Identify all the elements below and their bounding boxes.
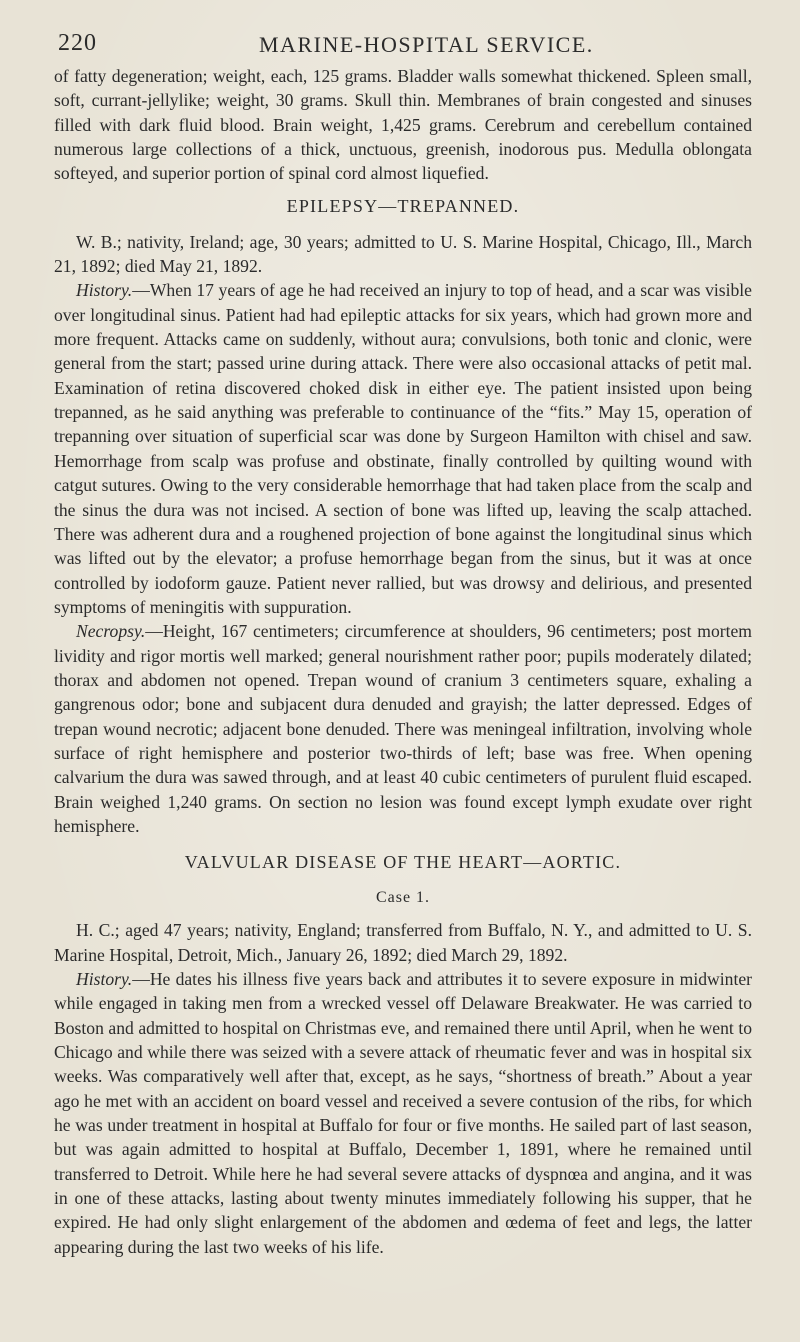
- case-intro-paragraph: W. B.; nativity, Ireland; age, 30 years; admitted to U. S. Marine Hospital, Chicago, Ill., March 21, 1892; died May 21, 1892.: [54, 231, 752, 277]
- history-paragraph-2: [54, 967, 752, 1259]
- history-paragraph: [54, 278, 752, 619]
- case-intro-paragraph-2: H. C.; aged 47 years; nativity, England; transferred from Buffalo, N. Y., and admitted to U. S. Marine Hospital, Detroit, Mich., January 26, 1892; died March 29, 1892.: [54, 920, 752, 965]
- history-text: —When 17 years of age he had received an injury to top of head, and a scar was visible over longitudinal sinus. Patient had had epileptic attacks for six years, which had grown more and more frequent. Attacks came on suddenly, without aura; convulsions, both tonic and clonic, were general from the start; passed urine during attack. There were also occasional attacks of petit mal. Examination of retina discovered choked disk in either eye. The patient insisted upon being trepanned, as he said anything was preferable to continuance of the “fits.” May 15, operation of trepanning over situation of superficial scar was done by Surgeon Hamilton with chisel and saw. Hemorrhage from scalp was profuse and obstinate, finally controlled by quilting wound with catgut sutures. Owing to the very considerable hemorrhage that had taken place from the scalp and the sinus the dura was not incised. A section of bone was lifted up, leaving the scalp attached. There was adherent dura and a roughened projection of bone against the longitudinal sinus which was lifted out by the elevator; a profuse hemorrhage began from the sinus, but it was at once controlled by iodoform gauze. Patient never rallied, but was drowsy and delirious, and presented symptoms of meningitis with suppuration.: [54, 280, 752, 617]
- necropsy-label: Necropsy.: [76, 621, 146, 642]
- history-text-2: —He dates his illness five years back and attributes it to severe exposure in midwinter while engaged in taking men from a wrecked vessel off Delaware Breakwater. He was carried to Boston and admitted to hospital on Christmas eve, and remained there until April, when he went to Chicago and while there was seized with a severe attack of rheumatic fever and was in hospital six weeks. Was comparatively well after that, except, as he says, “shortness of breath.” About a year ago he met with an accident on board vessel and received a severe contusion of the ribs, for which he was under treatment in hospital at Buffalo for four or five months. He sailed part of last season, but was again admitted to hospital at Buffalo, December 1, 1891, where he remained until transferred to Detroit. While here he had several severe attacks of dyspnœa and angina, and it was in one of these attacks, lasting about twenty minutes immediately following his supper, that he expired. He had only slight enlargement of the abdomen and œdema of feet and legs, the latter appearing during the last two weeks of his life.: [54, 969, 752, 1257]
- history-label-2: History.: [76, 969, 133, 989]
- necropsy-text: —Height, 167 centimeters; circumference at shoulders, 96 centimeters; post mortem lividity and rigor mortis well marked; general nourishment rather poor; pupils moderately dilated; thorax and abdomen not opened. Trepan wound of cranium 3 centimeters square, exhaling a gangrenous odor; bone and subjacent dura denuded and grayish; the latter depressed. Edges of trepan wound necrotic; adjacent bone denuded. There was meningeal infiltration, involving whole surface of right hemisphere and posterior two-thirds of left; base was free. When opening calvarium the dura was sawed through, and at least 40 cubic centimeters of purulent fluid escaped. Brain weighed 1,240 grams. On section no lesion was found except lymph exudate over right hemisphere.: [54, 621, 752, 836]
- continued-paragraph: of fatty degeneration; weight, each, 125 grams. Bladder walls somewhat thickened. Spleen small, soft, currant-jellylike; weight, 30 grams. Skull thin. Membranes of brain congested and sinuses filled with dark fluid blood. Brain weight, 1,425 grams. Cerebrum and cerebellum contained numerous large collections of a thick, unctuous, greenish, inodorous pus. Medulla oblongata softeyed, and superior portion of spinal cord almost liquefied.: [54, 66, 752, 184]
- section-heading-valvular: VALVULAR DISEASE OF THE HEART—AORTIC.: [184, 852, 622, 873]
- running-head: MARINE-HOSPITAL SERVICE.: [259, 32, 594, 57]
- necropsy-paragraph: [54, 619, 752, 838]
- page-number: 220: [58, 30, 97, 56]
- history-label: History.: [76, 280, 133, 301]
- section-heading-epilepsy: EPILEPSY—TREPANNED.: [286, 195, 520, 216]
- page-header: [54, 22, 752, 64]
- case-label: Case 1.: [375, 889, 431, 907]
